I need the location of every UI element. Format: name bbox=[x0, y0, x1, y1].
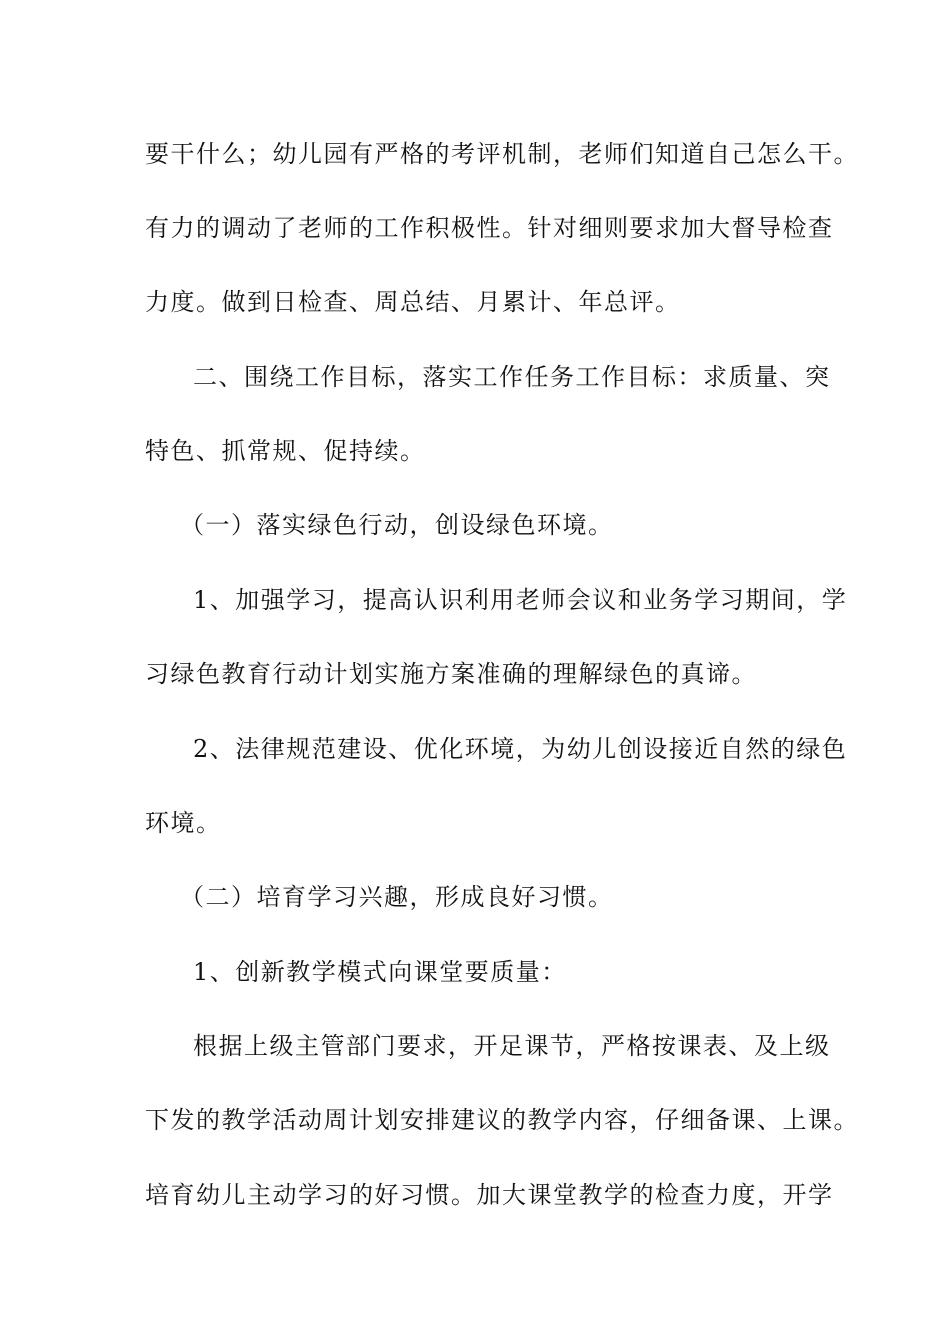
text-line: 有力的调动了老师的工作积极性。针对细则要求加大督导检查 bbox=[145, 214, 834, 242]
numbered-item: 1、加强学习，提高认识利用老师会议和业务学习期间，学 bbox=[193, 586, 848, 614]
subsection-heading: （一）落实绿色行动，创设绿色环境。 bbox=[180, 511, 614, 539]
section-heading: 二、围绕工作目标，落实工作任务工作目标：求质量、突 bbox=[193, 363, 831, 391]
text-line: 特色、抓常规、促持续。 bbox=[145, 437, 426, 465]
text-line: 要干什么；幼儿园有严格的考评机制，老师们知道自己怎么干。 bbox=[145, 140, 859, 168]
numbered-item: 2、法律规范建设、优化环境，为幼儿创设接近自然的绿色 bbox=[193, 735, 848, 763]
subsection-heading: （二）培育学习兴趣，形成良好习惯。 bbox=[180, 883, 614, 911]
text-line: 力度。做到日检查、周总结、月累计、年总评。 bbox=[145, 288, 681, 316]
paragraph-start: 根据上级主管部门要求，开足课节，严格按课表、及上级 bbox=[193, 1032, 831, 1060]
text-line: 培育幼儿主动学习的好习惯。加大课堂教学的检查力度，开学 bbox=[145, 1181, 834, 1209]
text-line: 下发的教学活动周计划安排建议的教学内容，仔细备课、上课。 bbox=[145, 1106, 859, 1134]
numbered-item: 1、创新教学模式向课堂要质量： bbox=[193, 958, 567, 986]
text-line: 习绿色教育行动计划实施方案准确的理解绿色的真谛。 bbox=[145, 660, 757, 688]
text-line: 环境。 bbox=[145, 809, 222, 837]
